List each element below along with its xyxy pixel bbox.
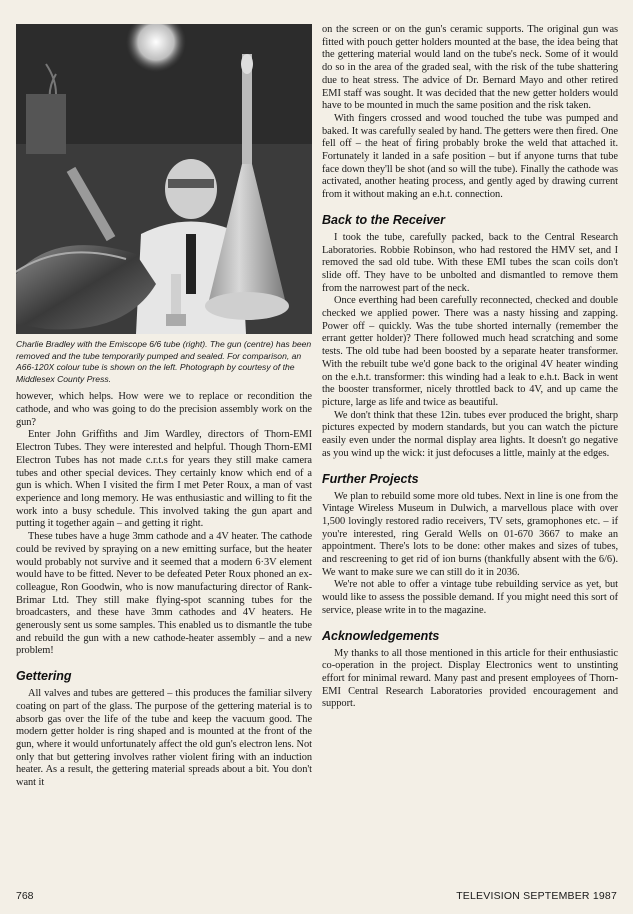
heading-gettering: Gettering — [16, 669, 72, 684]
right-paragraph-8: My thanks to all those mentioned in this article for their enthusiastic co-operation in the project. Display Electronics went to unstinting effort for minimal reward. Many past and present employees of Thorn-EMI Central Research Laboratories provided encouragement and support. — [322, 647, 618, 710]
right-paragraph-1: on the screen or on the gun's ceramic supports. The original gun was fitted with pouch getter holders mounted at the base, the idea being that the gettering material would land on the tube's neck. Some of it would do so in the area of the graded seal, with the risk of the tube shattering due to heat stress. The advice of Dr. Bernard Mayo and other retired EMI staff was sought. It was decided that the new getter holders would have to be mounted in much the same position and the risk taken. — [322, 24, 618, 112]
left-paragraph-2: Enter John Griffiths and Jim Wardley, directors of Thorn-EMI Electron Tubes. They were interested and helpful. Though Thorn-EMI Electron Tubes has not made c.r.t.s for years they still make camera tubes and other special devices. They certainly know which end of a gun is which. When I visited the firm I met Peter Roux, a man of vast experience and long memory. He was enthusiastic and willing to fit the work into a busy schedule. This involved taking the gun apart and putting it together again – and getting it right. — [16, 429, 312, 530]
heading-further-projects: Further Projects — [322, 471, 419, 486]
right-paragraph-3: I took the tube, carefully packed, back to the Central Research Laboratories. Robbie Robinson, who had restored the HMV set, and I removed the sad old tube. With these EMI tubes the scan coils don't slide off. They have to be unbolted and dismantled to remove them from the narrowest part of the neck. — [322, 231, 618, 294]
photo-illustration — [16, 24, 312, 334]
heading-acknowledgements: Acknowledgements — [322, 628, 440, 643]
photo-caption: Charlie Bradley with the Emiscope 6/6 tube (right). The gun (centre) has been removed and the tube temporarily pumped and sealed. For comparison, an A66-120X colour tube is shown on the left. Photograph by courtesy of the Middlesex County Press. — [16, 339, 312, 384]
left-column — [16, 24, 312, 790]
left-paragraph-1: however, which helps. How were we to replace or recondition the cathode, and who was going to do the precision assembly work on the gun? — [16, 391, 312, 428]
right-paragraph-5: We don't think that these 12in. tubes ever produced the bright, sharp pictures expected by modern standards, but you can watch the picture easily even under the normal display area lights. It doesn't go negative as you wind up the wick: it just defocuses a little, mainly at the edges. — [322, 409, 618, 459]
right-paragraph-7: We're not able to offer a vintage tube rebuilding service as yet, but would like to assess the possible demand. If you might need this sort of service, please write in to the magazine. — [322, 579, 618, 616]
right-paragraph-4: Once everthing had been carefully reconnected, checked and double checked we applied power. There was a nasty hissing and zapping. Power off – quickly. Was the tube shorted internally (remember the errant getter holder)? There followed much head scratching and some tests. The old tube had been boosted by a separate heater transformer. With the rebuilt tube we'd gone back to the original 4V heater winding on the e.h.t. transformer: this winding had a leak to e.h.t. Back in went the booster transformer, nicely throttled back to 4V, and up came the picture, large as life and twice as beautiful. — [322, 295, 618, 408]
photo-emiscope-tube — [16, 24, 312, 334]
right-paragraph-2: With fingers crossed and wood touched the tube was pumped and baked. It was carefully sealed by hand. The getters were then fired. One fell off – the heat of firing probably broke the weld that attached it. Fortunately it landed in a safe position – but if anyone turns that tube face down they'll be shot (and so will the tube). Finally the cathode was activated, another heating process, and gently aged by drawing current from it without making an e.h.t. connection. — [322, 112, 618, 201]
left-paragraph-3: These tubes have a huge 3mm cathode and a 4V heater. The cathode could be revived by spraying on a new emitting surface, but the heater would probably not survive and it seemed that a modern 6·3V element would have to be fitted. Never to be defeated Peter Roux phoned an ex-colleague, Ron Goodwin, who is now manufacturing director of Rank-Brimar Ltd. They still make flying-spot scanning tubes for the broadcasters, and these have 3mm cathodes and 4V heaters. He generously sent us some samples. This enabled us to dismantle the tube and rebuild the gun with a new cathode-heater assembly – and a new problem! — [16, 531, 312, 657]
magazine-issue: TELEVISION SEPTEMBER 1987 — [456, 890, 617, 902]
right-paragraph-6: We plan to rebuild some more old tubes. Next in line is one from the Vintage Wireless Museum in Dulwich, a marvellous place with over 1,500 lovingly restored radio receivers, TV sets, gramophones etc. – if you're interested, ring Gerald Wells on 01-670 3667 to make an appointment. There's lots to be done: other makes and sizes of tubes, and rescreening to get rid of ion burns (thankfully absent with the 6/6). We want to make sure we can still do it in 2036. — [322, 490, 618, 578]
right-column — [322, 24, 618, 711]
left-paragraph-4: All valves and tubes are gettered – this produces the familiar silvery coating on part of the glass. The purpose of the gettering material is to absorb gas over the life of the tube and keep the vacuum good. The modern getter holder is ring shaped and is mounted at the front of the gun, where it would unfortunately affect the old gun's electron lens. Not only that but gettering involves rather violent firing with an induction heater. As a result, the gettering material spreads about a bit. You don't want it — [16, 688, 312, 789]
heading-back-to-receiver: Back to the Receiver — [322, 212, 445, 227]
page-number: 768 — [16, 890, 34, 902]
